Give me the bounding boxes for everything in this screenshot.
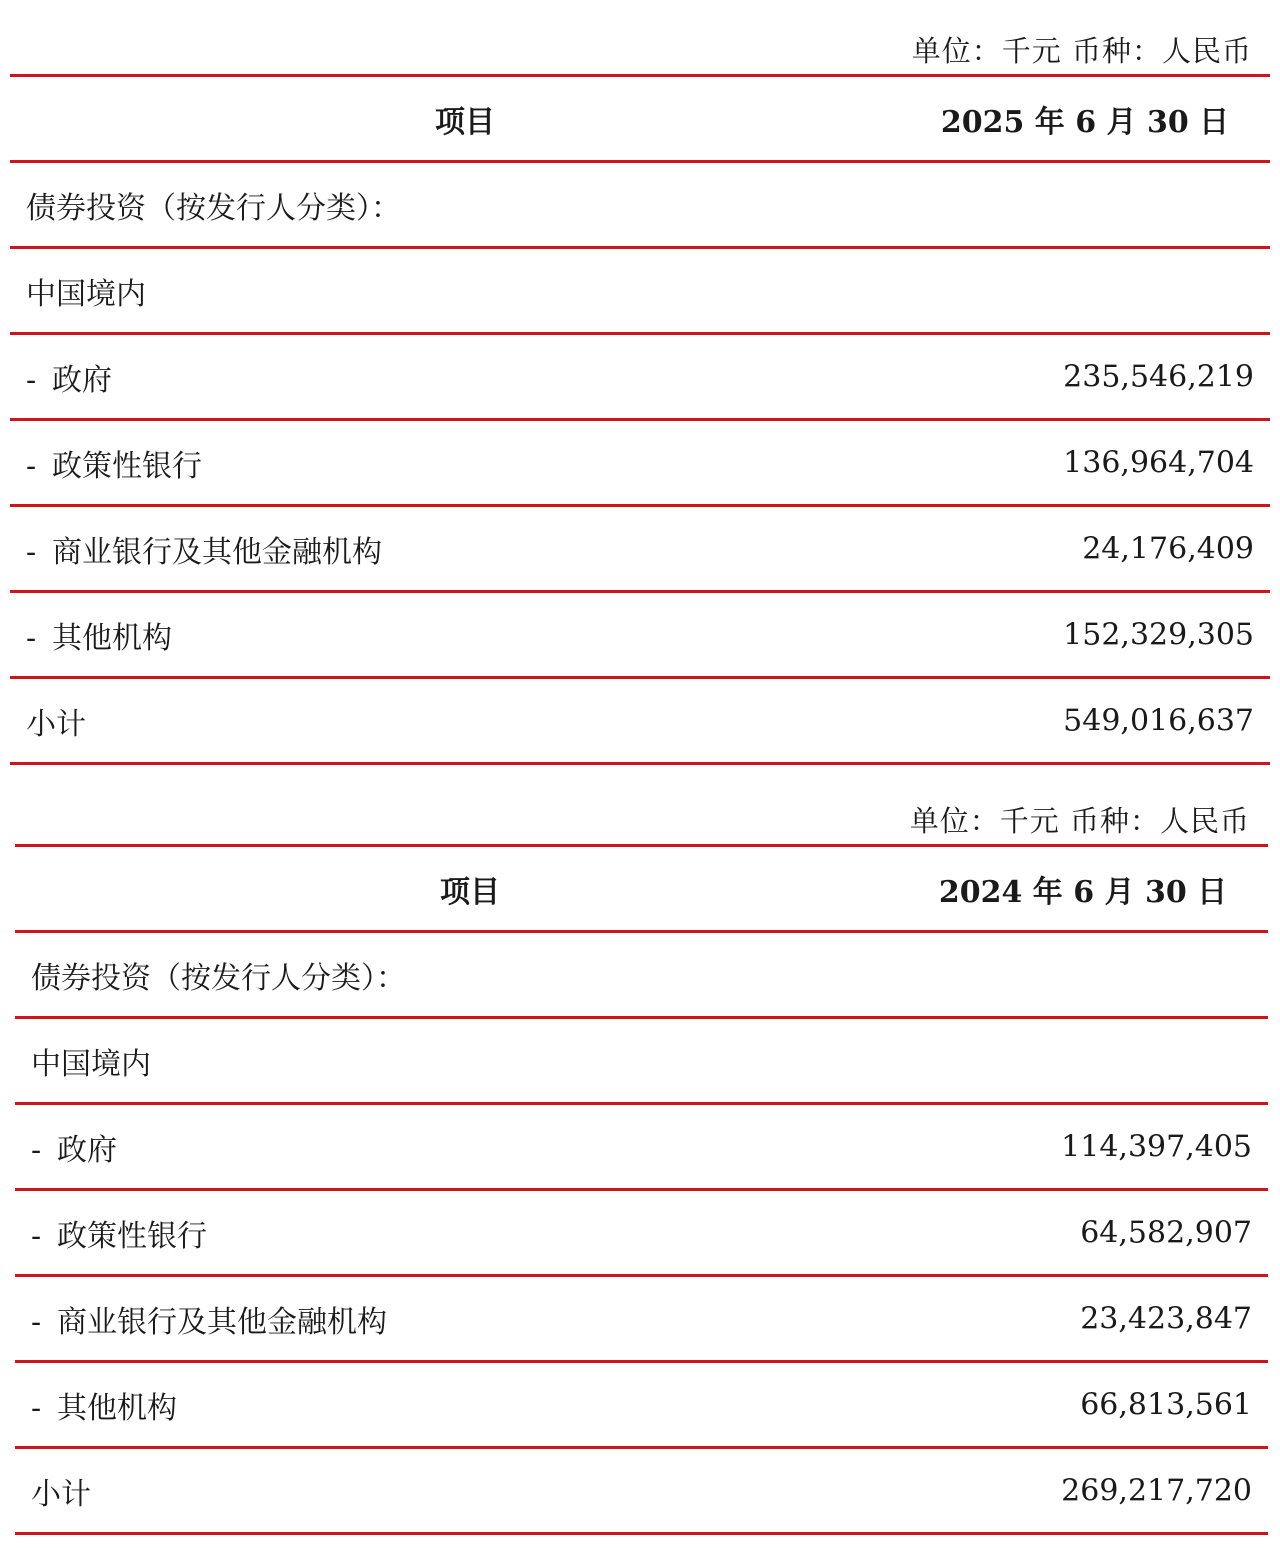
table-header [15, 847, 1268, 930]
unit-note: 单位：千元 币种：人民币 [909, 804, 1250, 838]
row-dash: - [26, 448, 37, 484]
subtotal-value: 269,217,720 [1061, 1473, 1252, 1508]
table-row [15, 1277, 1268, 1360]
bond-table-2024 [15, 770, 1268, 1535]
row-label [31, 1211, 207, 1255]
row-label-text: 其他机构 [52, 620, 172, 656]
row-label [26, 355, 112, 399]
row-label-text: 其他机构 [57, 1390, 177, 1426]
row-dash: - [31, 1218, 42, 1254]
row-value: 235,546,219 [1063, 359, 1254, 394]
row-label [26, 613, 172, 657]
divider [15, 1532, 1268, 1535]
row-label [31, 1125, 117, 1169]
section-title: 债券投资（按发行人分类）： [31, 960, 406, 996]
table-header [10, 77, 1270, 160]
section-title-row [15, 933, 1268, 1016]
row-label-text: 政府 [57, 1132, 117, 1168]
row-label [26, 441, 202, 485]
section-title-row [10, 163, 1270, 246]
row-value: 23,423,847 [1080, 1301, 1252, 1336]
region-row [15, 1019, 1268, 1102]
row-value: 24,176,409 [1082, 531, 1254, 566]
row-dash: - [31, 1390, 42, 1426]
table-row [10, 507, 1270, 590]
unit-note-row [10, 0, 1270, 74]
header-item: 项目 [435, 104, 495, 140]
table-row [10, 593, 1270, 676]
bond-table-2025 [10, 0, 1270, 765]
row-value: 136,964,704 [1063, 445, 1254, 480]
subtotal-label: 小计 [26, 706, 86, 742]
row-value: 66,813,561 [1080, 1387, 1252, 1422]
row-label-text: 政策性银行 [52, 448, 202, 484]
row-label-text: 商业银行及其他金融机构 [52, 534, 382, 570]
table-row [15, 1191, 1268, 1274]
section-title: 债券投资（按发行人分类）： [26, 190, 401, 226]
subtotal-row [15, 1449, 1268, 1532]
subtotal-value: 549,016,637 [1063, 703, 1254, 738]
row-label [31, 1297, 387, 1341]
row-label-text: 政策性银行 [57, 1218, 207, 1254]
row-value: 64,582,907 [1080, 1215, 1252, 1250]
row-label [26, 527, 382, 571]
region-label: 中国境内 [31, 1046, 151, 1082]
header-item: 项目 [440, 874, 500, 910]
table-row [10, 421, 1270, 504]
row-dash: - [31, 1304, 42, 1340]
row-label-text: 政府 [52, 362, 112, 398]
table-row [10, 335, 1270, 418]
row-value: 114,397,405 [1061, 1129, 1252, 1164]
table-row [15, 1105, 1268, 1188]
row-label [31, 1383, 177, 1427]
unit-note-row [15, 770, 1268, 844]
region-label: 中国境内 [26, 276, 146, 312]
row-dash: - [26, 362, 37, 398]
subtotal-label: 小计 [31, 1476, 91, 1512]
table-row [15, 1363, 1268, 1446]
header-date: 2024 年 6 月 30 日 [938, 874, 1228, 910]
row-label-text: 商业银行及其他金融机构 [57, 1304, 387, 1340]
row-dash: - [26, 620, 37, 656]
row-value: 152,329,305 [1063, 617, 1254, 652]
row-dash: - [26, 534, 37, 570]
divider [10, 762, 1270, 765]
region-row [10, 249, 1270, 332]
header-date: 2025 年 6 月 30 日 [940, 104, 1230, 140]
unit-note: 单位：千元 币种：人民币 [911, 34, 1252, 68]
subtotal-row [10, 679, 1270, 762]
row-dash: - [31, 1132, 42, 1168]
